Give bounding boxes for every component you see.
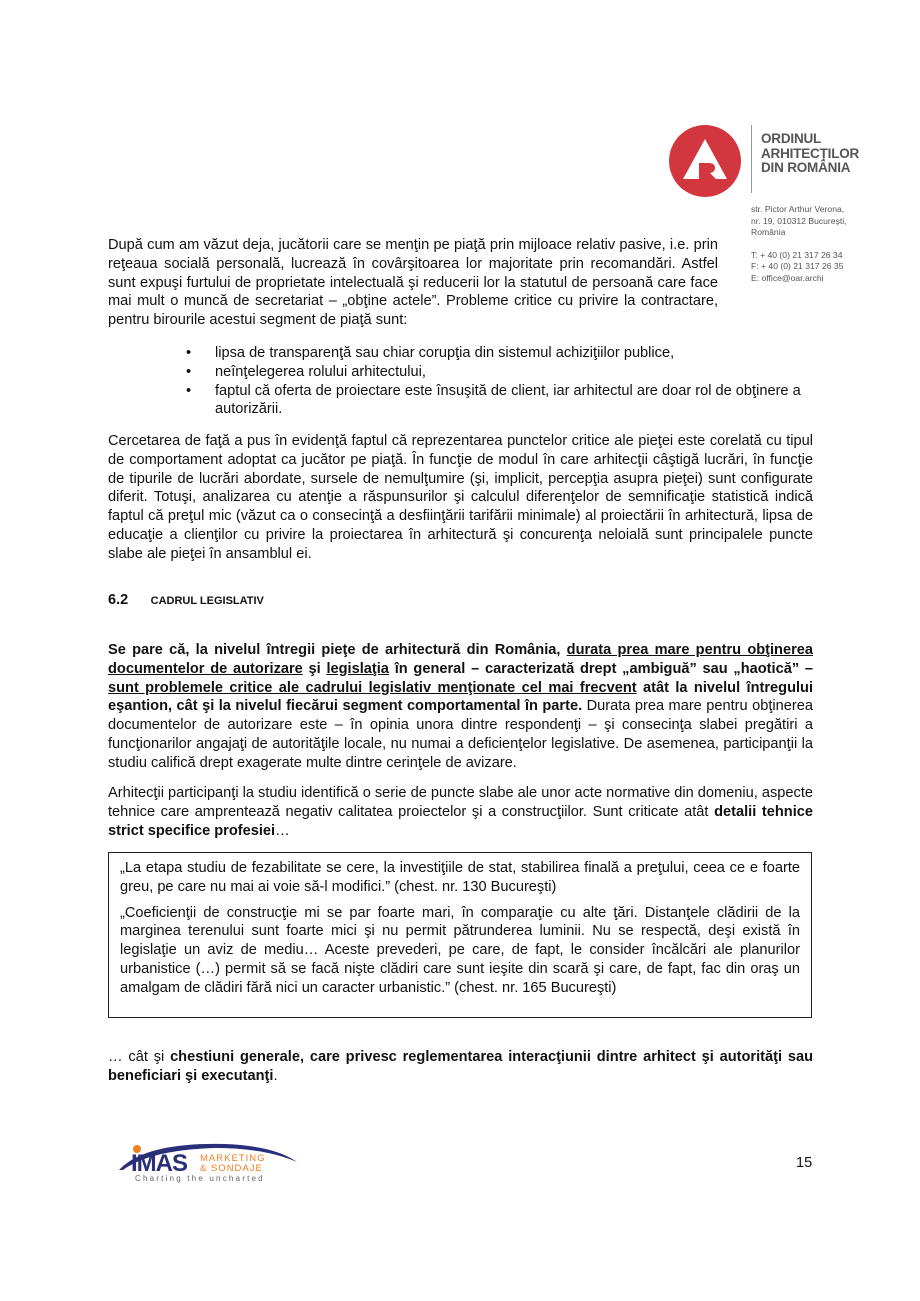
oar-logo [669,125,741,197]
org-name-line: ARHITECȚILOR [761,145,860,161]
imas-logo [115,1138,300,1186]
text-run: Se pare că, la nivelul întregii pieţe de arhitectură din România, [108,642,567,658]
paragraph-5 [108,1048,813,1086]
list-item: • neînţelegerea rolului arhitectului, [108,363,813,382]
imas-wordmark: IMAS [131,1150,187,1177]
imas-tagline: Charting the uncharted [135,1174,265,1183]
oar-logo-mark-icon [669,125,741,197]
org-contact [751,204,847,285]
imas-sub: MARKETING [200,1153,266,1164]
text-run: … [275,822,290,839]
paragraph-2: Cercetarea de faţă a pus în evidenţă faptul că reprezentarea punctelor critice ale pieţei este corelată cu tipul de comportament adoptat ca jucător pe piaţă. În funcţie de modul în care arhitecţii câştigă lucrări, în funcţie de tipurile de lucrări abordate, sursele de nemulţumire (şi, implicit, percepţia asupra pieţei) sunt configurate diferit. Totuşi, analizarea cu atenţie a răspunsurilor şi calculul diferenţelor de semnificaţie statistică indică faptul că preţul mic (văzut ca o consecinţă a desfiinţării tarifării minimale) al proiectării în arhitectură, lipsa de educaţie a clienţilor cu privire la proiectarea în arhitectură şi concurenţa neloială sunt principalele puncte slabe ale pieţei în ansamblul ei. [108,433,813,562]
list-item: • faptul că oferta de proiectare este însuşită de client, iar arhitectul are doar rol de obţinere a autorizării. [108,382,813,420]
quote-box [108,852,812,1018]
email: E: office@oar.archi [751,272,824,283]
text-run: … cât şi [108,1049,171,1065]
text-run: şi [302,660,327,677]
page-number: 15 [796,1155,813,1171]
section-title: CADRUL LEGISLATIV [150,595,264,607]
address-line: România [751,227,786,238]
list-item: • lipsa de transparenţă sau chiar corupţia din sistemul achiziţiilor publice, [108,344,813,363]
address-line: nr. 19, 010312 București, [751,215,847,226]
text-run: Durata prea mare pentru obţinerea documentelor de autorizare este – în opinia unora dintre respondenţi – şi consecinţa slabei pregătiri a funcţionarilor angajaţi de autorităţile locale, nu numai a deficienţelor legislative. De asemenea, participanţii la studiu califică drept exagerate multe dintre cerinţele de avizare. [108,698,813,771]
org-name [761,132,859,176]
text-run: legislaţia [326,660,389,677]
section-number: 6.2 [108,592,129,608]
quote: „La etapa studiu de fezabilitate se cere, la investiţiile de stat, stabilirea finală a preţului, ceea ce e foarte greu, pe care nu mai ai voie să-l modifici.” (chest. nr. 130 Bucureşti) [120,860,800,895]
paragraph-4 [108,784,813,840]
text-run: . [273,1067,278,1084]
text-run: în general – caracterizată drept „ambiguă” sau „haotică” – [388,660,813,677]
paragraph-1: După cum am văzut deja, jucătorii care se menţin pe piaţă prin mijloace relativ pasive, i.e. prin reţeaua socială personală, lucrează în covârşitoarea lor majoritate prin recomandări. Astfel sunt expuşi furtului de proprietate intelectuală şi reducerii lor la statutul de persoană care face mai mult o muncă de secretariat – „obţine actele”. Probleme critice cu privire la contractare, pentru birourile acestui segment de piaţă sunt: [108,237,718,329]
text-run: sunt problemele critice ale cadrului legislativ menţionate cel mai frecvent [108,679,637,696]
text-run: durata prea mare pentru obţinerea documentelor de autorizare [108,642,814,677]
text-run: detalii tehnice strict specifice profesiei [108,803,813,839]
text-run: chestiuni generale, care privesc reglementarea interacţiunii dintre arhitect şi autorităţi sau beneficiari şi executanţi [108,1049,814,1084]
address-line: str. Pictor Arthur Verona, [751,204,845,214]
bullet-list [108,344,813,419]
phone: T: + 40 (0) 21 317 26 34 [751,249,843,260]
text-run: Arhitecţii participanţi la studiu identifică o serie de puncte slabe ale unor acte normative din domeniu, aspecte tehnice care amprentează negativ calitatea proiectelor şi a construcţiilor. Sunt criticate atât [108,785,813,820]
quote: „Coeficienţii de construcţie mi se par foarte mari, în comparaţie cu alte ţări. Distanţele clădirii de la marginea terenului sunt foarte mici şi nu permit pătrunderea luminii. Nu se respectă, deşi există în legislaţie un aviz de mediu… Aceste prevederi, pe care, de fapt, le consider încălcări ale planurilor urbanistice (…) permit să se facă nişte clădiri care sunt ieşite din scară şi care, de fapt, fac din oraş un amalgam de clădiri fără nici un caracter urbanistic.” (chest. nr. 165 Bucureşti) [120,904,800,996]
section-heading [108,591,264,609]
paragraph-3 [108,641,813,773]
text-run: atât la nivelul întregului eşantion, cât şi la nivelul fiecărui segment comportamental în parte. [108,679,814,715]
fax: F: + 40 (0) 21 317 26 35 [751,261,844,272]
imas-sub: & SONDAJE [200,1163,263,1174]
header-divider [751,125,752,193]
org-name-line: DIN ROMÂNIA [761,160,851,175]
org-name-line: ORDINUL [761,131,822,146]
